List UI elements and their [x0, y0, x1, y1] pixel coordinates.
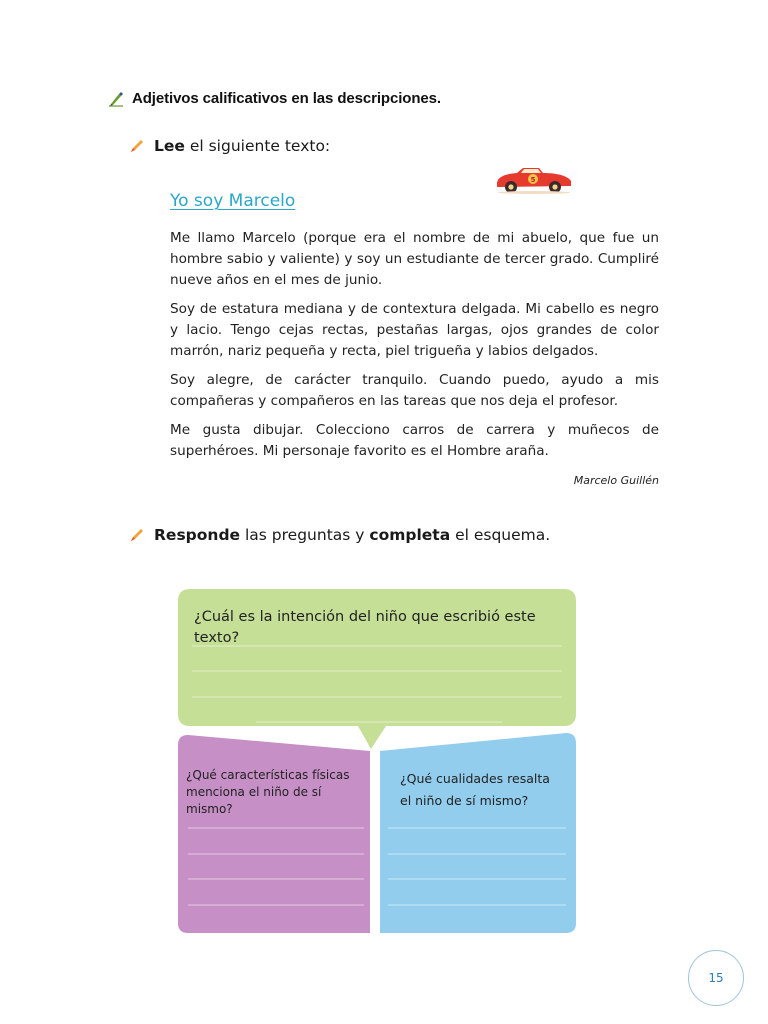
green-question: ¿Cuál es la intención del niño que escribió este texto? — [194, 609, 536, 646]
race-car-icon — [493, 164, 575, 194]
car-number: 5 — [530, 176, 536, 184]
pencil-icon — [130, 528, 144, 542]
section-heading-text: Adjetivos calificativos en las descripciones — [132, 90, 437, 107]
blue-question: ¿Qué cualidades resalta el niño de sí mismo? — [400, 771, 550, 808]
story-author: Marcelo Guillén — [573, 474, 659, 487]
instruction-respond-mid: las preguntas y — [240, 526, 370, 544]
story-paragraph: Me llamo Marcelo (porque era el nombre de mi abuelo, que fue un hombre sabio y valiente) y soy un estudiante de tercer grado. Cumpliré nueve años en el mes de junio. — [170, 230, 659, 288]
instruction-read — [130, 137, 330, 155]
story-title: Yo soy Marcelo — [170, 191, 296, 211]
instruction-respond — [130, 526, 550, 544]
purple-answer-box — [178, 735, 370, 933]
purple-question: ¿Qué características físicas menciona el niño de sí mismo? — [186, 768, 350, 816]
instruction-read-rest: el siguiente texto: — [184, 137, 331, 155]
story-paragraph: Soy de estatura mediana y de contextura delgada. Mi cabello es negro y lacio. Tengo cejas rectas, pestañas largas, ojos grandes de color marrón, nariz pequeña y recta, piel trigueña y labios delgados. — [170, 301, 659, 359]
instruction-read-bold: Lee — [154, 137, 185, 155]
section-heading-punct: . — [436, 90, 441, 107]
instruction-respond-bold-1: Responde — [154, 526, 241, 544]
page-number: 15 — [688, 950, 744, 1006]
story-paragraph: Me gusta dibujar. Colecciono carros de carrera y muñecos de superhéroes. Mi personaje favorito es el Hombre araña. — [170, 422, 659, 459]
pen-icon — [108, 91, 124, 107]
story-body — [170, 228, 659, 470]
story-paragraph: Soy alegre, de carácter tranquilo. Cuando puedo, ayudo a mis compañeras y compañeros en las tareas que nos deja el profesor. — [170, 372, 659, 409]
instruction-respond-bold-2: completa — [369, 526, 451, 544]
section-heading — [108, 90, 441, 107]
blue-answer-box — [380, 733, 576, 933]
pencil-icon — [130, 139, 144, 153]
instruction-respond-rest: el esquema. — [450, 526, 551, 544]
